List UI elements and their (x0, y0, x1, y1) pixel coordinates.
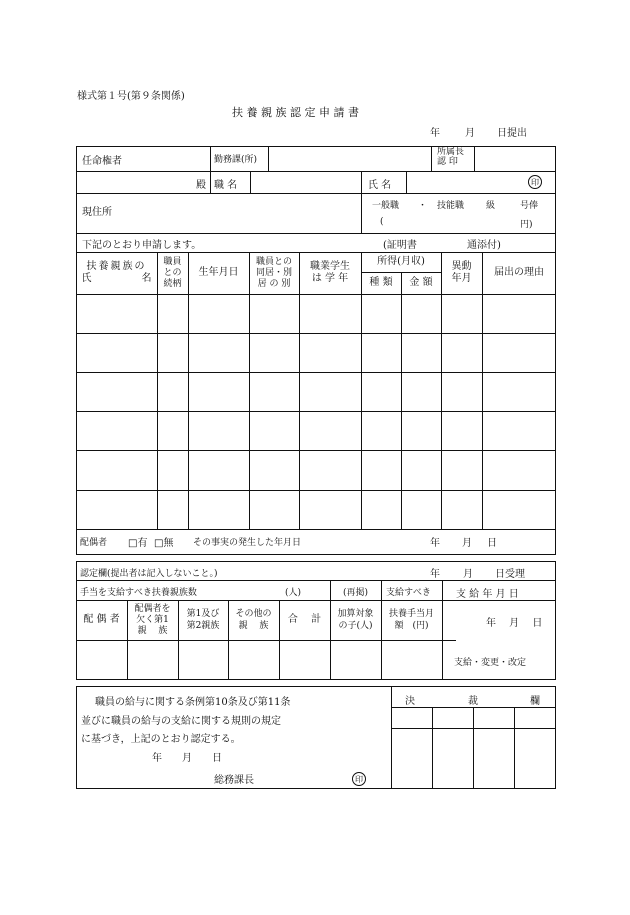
col-additional (330, 600, 381, 640)
count-no-spouse-field[interactable] (128, 641, 177, 679)
col-add-line1: 加算対象 (337, 609, 374, 619)
living-cell[interactable] (250, 334, 298, 371)
col-first-line2: 第2親族 (186, 621, 220, 631)
attach-label: 通添付) (467, 240, 501, 251)
birthdate-cell[interactable] (189, 491, 248, 528)
grade-label: 級 (486, 201, 496, 211)
spouse-no-label: 無 (163, 538, 174, 549)
date-month-label: 月 (465, 128, 475, 139)
name-cell[interactable] (77, 295, 156, 332)
income-amount-cell[interactable] (402, 373, 440, 410)
col-amount (381, 600, 442, 640)
relation-cell[interactable] (158, 373, 187, 410)
position-field[interactable] (251, 172, 360, 192)
count-spouse-field[interactable] (77, 641, 126, 679)
col-no-spouse-line1: 配偶者を (134, 603, 171, 614)
income-type-cell[interactable] (362, 413, 400, 450)
job-type-dot: ・ (418, 201, 428, 211)
count-additional-field[interactable] (331, 641, 380, 679)
income-amount-cell[interactable] (402, 452, 440, 489)
chief-label (437, 147, 464, 167)
pay-status-label: 支給・変更・改定 (454, 658, 527, 668)
job-cell[interactable] (300, 491, 360, 528)
chief-label-line2: 認 印 (437, 157, 458, 167)
header-living-line3: 居 の 別 (257, 278, 291, 289)
salary-amount-field[interactable] (388, 214, 516, 230)
change-cell[interactable] (442, 491, 481, 528)
divider (473, 707, 474, 789)
form-number: 様式第１号(第９条関係) (77, 91, 185, 102)
col-no-spouse-line3: 親 族 (137, 625, 168, 636)
name-cell[interactable] (77, 491, 156, 528)
relation-cell[interactable] (158, 491, 187, 528)
header-job-line1: 職業学生 (310, 261, 350, 272)
job-cell[interactable] (300, 373, 360, 410)
cert-month-label: 月 (463, 569, 473, 580)
col-first-second (178, 600, 228, 640)
name-cell[interactable] (77, 373, 156, 410)
header-job (299, 252, 361, 294)
appointer-field[interactable] (77, 147, 209, 170)
header-relation-line1: 職員 (163, 256, 182, 267)
should-pay-label: 支給すべき (386, 588, 431, 598)
divider (210, 146, 211, 193)
decision-label-3: 欄 (530, 696, 540, 707)
divider (391, 686, 392, 789)
dept-field[interactable] (269, 147, 430, 170)
address-field[interactable] (77, 215, 360, 232)
certification-label: 認定欄(提出者は記入しないこと。) (80, 569, 218, 579)
income-type-cell[interactable] (362, 373, 400, 410)
approval-text-line1: 職員の給与に関する条例第10条及び第11条 (95, 697, 291, 708)
pay-ymd-label: 年 月 日 (486, 618, 543, 629)
job-cell[interactable] (300, 334, 360, 371)
income-type-cell[interactable] (362, 491, 400, 528)
header-living-line1: 職員との (255, 256, 292, 267)
approval-text-line3: に基づき，上記のとおり認定する。 (81, 734, 241, 745)
birthdate-cell[interactable] (189, 373, 248, 410)
divider (514, 707, 515, 789)
divider (431, 146, 432, 171)
name-field[interactable] (407, 172, 527, 192)
header-change-line2: 年月 (451, 273, 472, 284)
fact-day-label: 日 (487, 538, 497, 549)
divider (361, 193, 362, 233)
name-cell[interactable] (77, 413, 156, 450)
living-cell[interactable] (250, 413, 298, 450)
appointer-label: 任命権者 (82, 156, 122, 167)
living-cell[interactable] (250, 295, 298, 332)
fact-month-label: 月 (462, 538, 472, 549)
col-amount-line2: 額 (円) (394, 621, 429, 631)
col-no-spouse-line2: 欠く第1 (136, 614, 169, 625)
income-type-cell[interactable] (362, 295, 400, 332)
header-reason: 届出の理由 (494, 267, 544, 278)
income-amount-cell[interactable] (402, 491, 440, 528)
birthdate-cell[interactable] (189, 452, 248, 489)
income-type-cell[interactable] (362, 334, 400, 371)
header-living-line2: 同居・別 (255, 267, 292, 278)
living-cell[interactable] (250, 452, 298, 489)
divider (76, 529, 556, 530)
decision-label-1: 決 (405, 696, 415, 707)
header-dependent-name (76, 252, 157, 294)
cert-received-label: 日受理 (495, 569, 525, 580)
chief-seal-icon: 印 (352, 772, 366, 786)
persons-label: (人) (285, 588, 302, 598)
header-change-line1: 異動 (451, 261, 472, 272)
job-type-tech: 技能職 (437, 201, 465, 211)
checkbox-icon: □ (154, 538, 164, 549)
header-relation (157, 252, 188, 294)
col-other-line1: その他の (235, 609, 272, 619)
reason-cell[interactable] (483, 413, 555, 450)
amount-field[interactable] (382, 641, 441, 679)
header-relation-line2: との (163, 267, 182, 278)
job-cell[interactable] (300, 295, 360, 332)
form-title: 扶 養 親 族 認 定 申 請 書 (232, 106, 359, 119)
job-cell[interactable] (300, 413, 360, 450)
address-label: 現住所 (82, 207, 112, 218)
rereceive-label: (再掲) (343, 588, 369, 598)
divider (76, 233, 556, 234)
job-cell[interactable] (300, 452, 360, 489)
col-add-line2: の子(人) (338, 621, 373, 631)
income-type-cell[interactable] (362, 452, 400, 489)
relation-cell[interactable] (158, 413, 187, 450)
spouse-yes-checkbox[interactable] (128, 534, 147, 549)
income-amount-cell[interactable] (402, 413, 440, 450)
header-birthdate: 生年月日 (198, 267, 239, 278)
count-first-field[interactable] (179, 641, 227, 679)
dept-label: 勤務課(所) (214, 155, 258, 165)
salary-step-label: 号俸 (520, 201, 539, 211)
salary-paren-open: ( (380, 217, 384, 227)
relation-cell[interactable] (158, 452, 187, 489)
reason-cell[interactable] (483, 452, 555, 489)
chief-seal-field[interactable] (475, 147, 555, 170)
change-cell[interactable] (442, 452, 481, 489)
header-income-type: 種 類 (369, 277, 393, 288)
approval-chief: 総務課長 (214, 775, 254, 786)
col-amount-line1: 扶養手当月 (388, 609, 434, 619)
name-cell[interactable] (77, 334, 156, 371)
header-name-shi: 氏 (81, 273, 92, 284)
header-income-amount: 金 額 (409, 277, 433, 288)
decision-label-2: 裁 (468, 696, 478, 707)
count-total-field[interactable] (280, 641, 329, 679)
name-label: 氏 名 (368, 180, 392, 191)
job-type-general: 一般職 (372, 201, 400, 211)
header-change (441, 252, 482, 294)
chief-label-line1: 所属長 (437, 147, 465, 157)
reason-cell[interactable] (483, 295, 555, 332)
divider (76, 193, 556, 194)
col-total: 合 計 (287, 614, 322, 625)
divider (442, 580, 443, 680)
header-living (249, 252, 299, 294)
spouse-yes-label: 有 (137, 538, 148, 549)
relation-cell[interactable] (158, 334, 187, 371)
salary-yen-close: 円) (520, 220, 533, 230)
dono-label: 殿 (196, 180, 206, 191)
reason-cell[interactable] (483, 334, 555, 371)
birthdate-cell[interactable] (189, 334, 248, 371)
change-cell[interactable] (442, 334, 481, 371)
birthdate-cell[interactable] (189, 413, 248, 450)
name-cell[interactable] (77, 452, 156, 489)
count-other-field[interactable] (229, 641, 278, 679)
pay-date-label: 支 給 年 月 日 (456, 589, 519, 600)
header-dependent-name-line2 (82, 273, 152, 285)
cert-year-label: 年 (430, 569, 440, 580)
col-first-line1: 第1及び (186, 609, 220, 619)
date-submit-label: 日提出 (497, 128, 527, 139)
divider (361, 171, 362, 193)
change-cell[interactable] (442, 413, 481, 450)
position-label: 職 名 (214, 180, 238, 191)
approval-text-line2: 並びに職員の給与の支給に関する規則の規定 (81, 716, 281, 727)
relation-cell[interactable] (158, 295, 187, 332)
reason-cell[interactable] (483, 373, 555, 410)
change-cell[interactable] (442, 295, 481, 332)
divider (330, 580, 331, 600)
fact-year-label: 年 (430, 538, 440, 549)
col-other-line2: 親 族 (238, 621, 269, 631)
living-cell[interactable] (250, 491, 298, 528)
header-dependent-name-line1: 扶養親族の (86, 261, 147, 272)
header-name-mei: 名 (141, 273, 152, 284)
income-amount-cell[interactable] (402, 295, 440, 332)
col-spouse: 配 偶 者 (83, 614, 120, 625)
change-cell[interactable] (442, 373, 481, 410)
divider (432, 707, 433, 789)
spouse-label: 配偶者 (80, 538, 108, 548)
checkbox-icon: □ (128, 538, 138, 549)
income-amount-cell[interactable] (402, 334, 440, 371)
spouse-no-checkbox[interactable] (154, 534, 173, 549)
divider (76, 580, 556, 581)
cert-label: (証明書 (383, 240, 417, 251)
approval-date: 年 月 日 (152, 753, 222, 764)
reason-cell[interactable] (483, 491, 555, 528)
col-other (228, 600, 279, 640)
fact-date-label: その事実の発生した年月日 (193, 538, 302, 548)
header-job-line2: は 学 年 (311, 273, 349, 284)
header-income: 所得(月収) (377, 256, 425, 267)
dependent-count-label: 手当を支給すべき扶養親族数 (80, 588, 197, 598)
date-year-label: 年 (430, 128, 440, 139)
living-cell[interactable] (250, 373, 298, 410)
col-no-spouse (127, 600, 178, 640)
birthdate-cell[interactable] (189, 295, 248, 332)
header-relation-line3: 続柄 (163, 278, 182, 289)
seal-icon: 印 (528, 175, 542, 189)
request-text: 下記のとおり申請します。 (82, 240, 202, 251)
